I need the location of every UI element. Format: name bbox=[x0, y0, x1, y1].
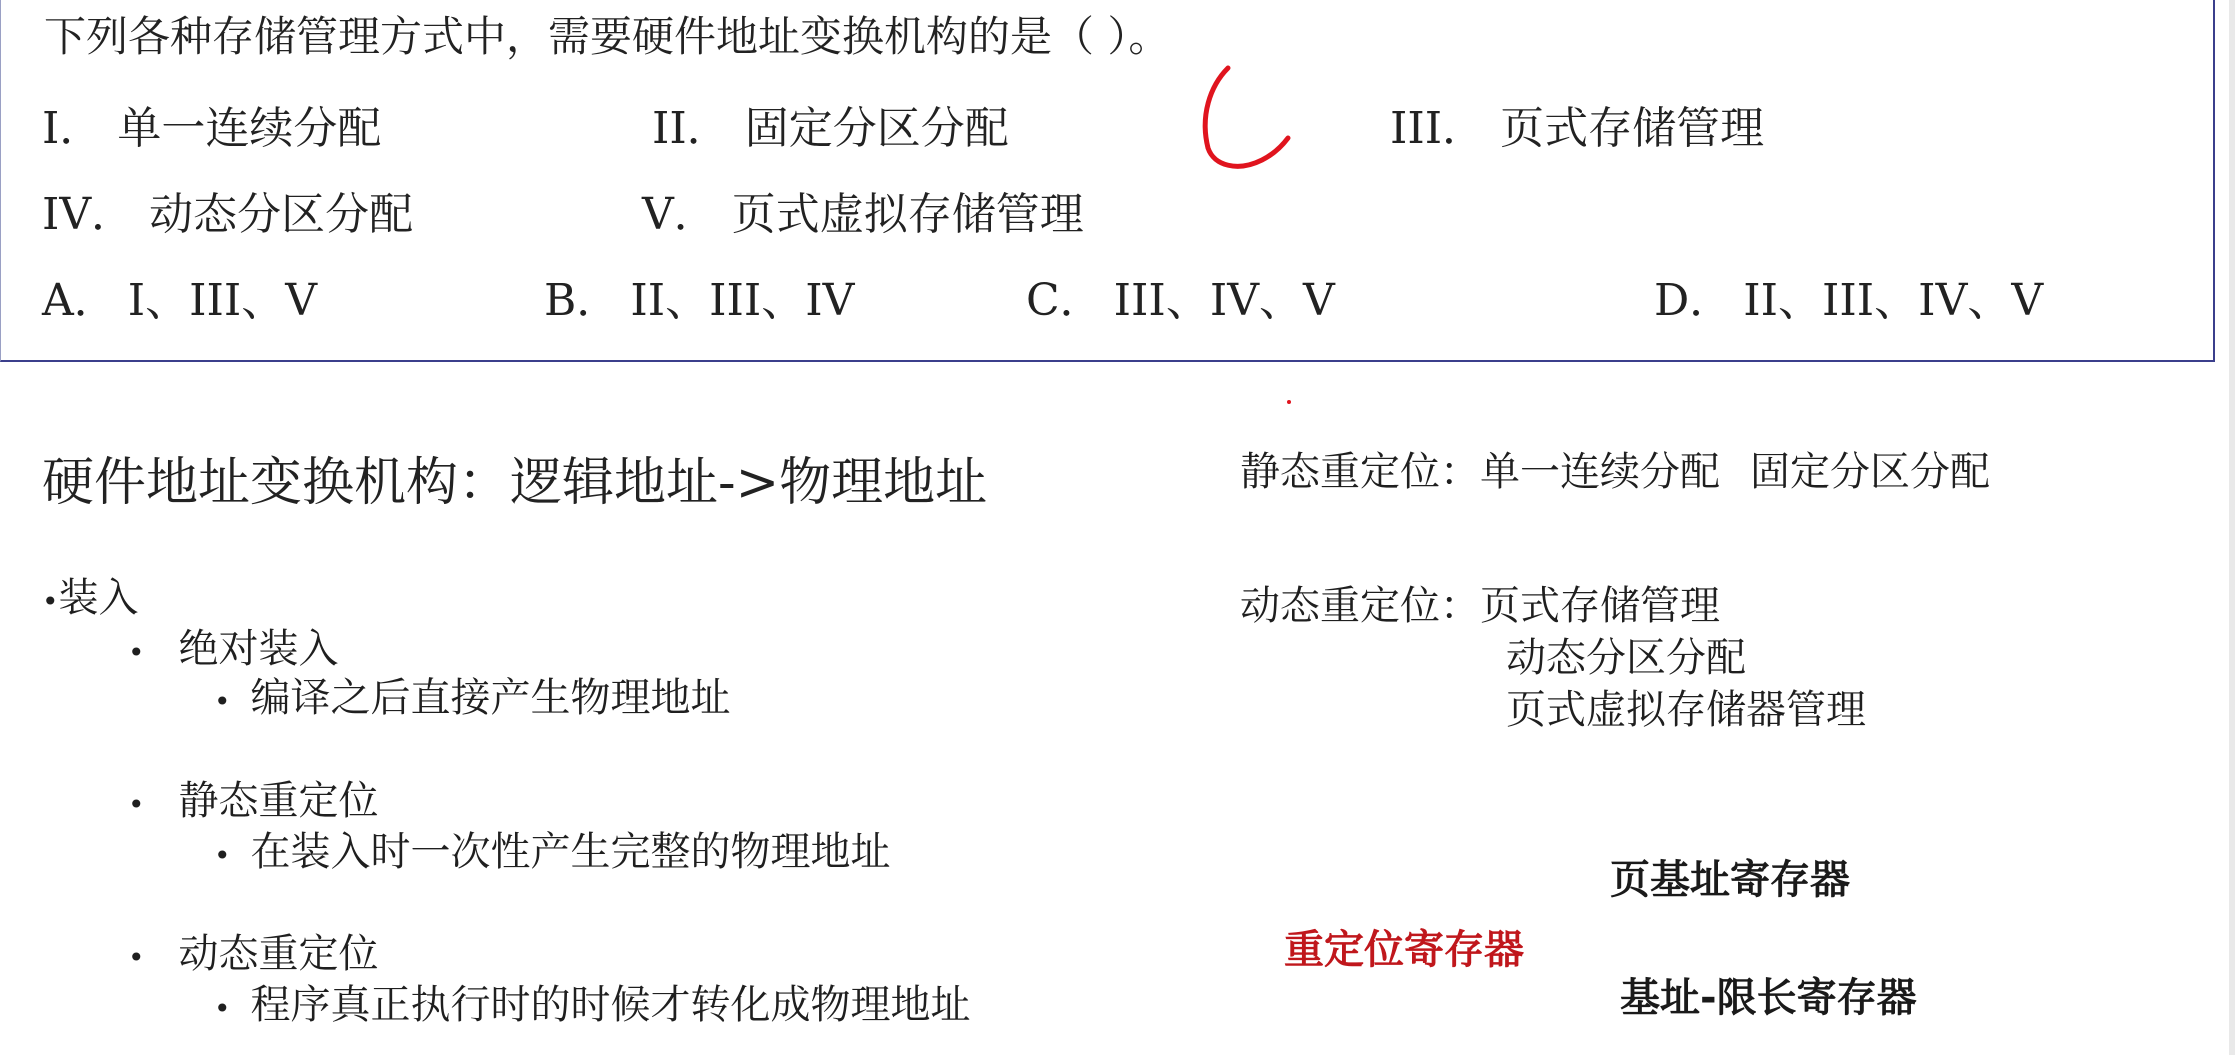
section-load bbox=[42, 566, 139, 623]
sub-bullet-dot-icon: • bbox=[214, 992, 231, 1025]
choice-b-value: II、III、IV bbox=[630, 275, 855, 326]
bullet-dynamic-relocation bbox=[128, 922, 379, 979]
bullet-dot-icon: • bbox=[128, 941, 145, 974]
item-3-text: 页式存储管理 bbox=[1500, 103, 1765, 154]
bullet-dot-icon: • bbox=[128, 788, 145, 821]
item-1-text: 单一连续分配 bbox=[117, 103, 382, 154]
red-dot-mark bbox=[1287, 400, 1291, 404]
item-3-roman: III． bbox=[1390, 103, 1487, 154]
page-base-register: 页基址寄存器 bbox=[1610, 857, 1850, 903]
sub-bullet-dot-icon: • bbox=[214, 685, 231, 718]
bullet-dynamic-relocation-detail bbox=[214, 973, 971, 1030]
bullet-2-label: 静态重定位 bbox=[178, 778, 379, 824]
choice-b bbox=[544, 264, 854, 328]
choice-a-value: I、III、V bbox=[127, 275, 318, 326]
item-1-roman: I． bbox=[42, 103, 104, 154]
choice-c bbox=[1026, 264, 1335, 328]
bullet-1-detail: 编译之后直接产生物理地址 bbox=[250, 675, 731, 721]
bullet-absolute-load-detail bbox=[214, 666, 731, 723]
dynamic-item-3-row bbox=[1506, 678, 1866, 735]
choice-a bbox=[42, 264, 317, 328]
dynamic-item-1: 页式存储管理 bbox=[1480, 583, 1720, 629]
bullet-dot-icon: • bbox=[128, 636, 145, 669]
static-item-2: 固定分区分配 bbox=[1750, 449, 1990, 495]
bullet-3-detail: 程序真正执行时的时候才转化成物理地址 bbox=[250, 982, 971, 1028]
base-limit-register: 基址-限长寄存器 bbox=[1620, 975, 1917, 1021]
dynamic-item-3: 页式虚拟存储器管理 bbox=[1506, 687, 1866, 733]
sub-bullet-dot-icon: • bbox=[214, 839, 231, 872]
window-edge-strip bbox=[2229, 0, 2235, 1055]
item-2-text: 固定分区分配 bbox=[744, 103, 1009, 154]
dynamic-relocation-label: 动态重定位： bbox=[1240, 583, 1480, 629]
choice-a-label: A． bbox=[42, 275, 118, 326]
static-relocation-label: 静态重定位： bbox=[1240, 449, 1480, 495]
choice-d bbox=[1654, 264, 2043, 328]
bullet-1-label: 绝对装入 bbox=[178, 626, 339, 672]
bullet-static-relocation bbox=[128, 769, 379, 826]
bullet-2-detail: 在装入时一次性产生完整的物理地址 bbox=[250, 829, 891, 875]
item-2 bbox=[652, 92, 1009, 156]
item-5-text: 页式虚拟存储管理 bbox=[731, 189, 1084, 240]
question-stem: 下列各种存储管理方式中，需要硬件地址变换机构的是（ ）。 bbox=[44, 12, 1171, 61]
item-2-roman: II． bbox=[652, 103, 731, 154]
bullet-dot-icon: • bbox=[42, 585, 59, 618]
dynamic-item-2-row bbox=[1506, 626, 1746, 683]
choice-b-label: B． bbox=[544, 275, 621, 326]
choice-d-label: D． bbox=[1654, 275, 1734, 326]
handwritten-answer-c bbox=[1190, 58, 1300, 178]
static-relocation-row bbox=[1240, 440, 1990, 497]
notes-title: 硬件地址变换机构：逻辑地址->物理地址 bbox=[42, 453, 988, 513]
choice-d-value: II、III、IV、V bbox=[1743, 275, 2044, 326]
item-5 bbox=[642, 178, 1084, 242]
item-4 bbox=[42, 178, 413, 242]
choice-c-value: III、IV、V bbox=[1113, 275, 1335, 326]
relocation-register: 重定位寄存器 bbox=[1284, 927, 1524, 973]
item-5-roman: V． bbox=[642, 189, 718, 240]
dynamic-relocation-row bbox=[1240, 574, 1720, 631]
item-4-roman: IV． bbox=[42, 189, 136, 240]
bullet-static-relocation-detail bbox=[214, 820, 891, 877]
choice-c-label: C． bbox=[1026, 275, 1104, 326]
dynamic-item-2: 动态分区分配 bbox=[1506, 635, 1746, 681]
item-3 bbox=[1390, 92, 1764, 156]
section-load-label: 装入 bbox=[58, 575, 139, 621]
static-item-1: 单一连续分配 bbox=[1480, 449, 1720, 495]
item-1 bbox=[42, 92, 381, 156]
bullet-3-label: 动态重定位 bbox=[178, 931, 379, 977]
item-4-text: 动态分区分配 bbox=[149, 189, 414, 240]
